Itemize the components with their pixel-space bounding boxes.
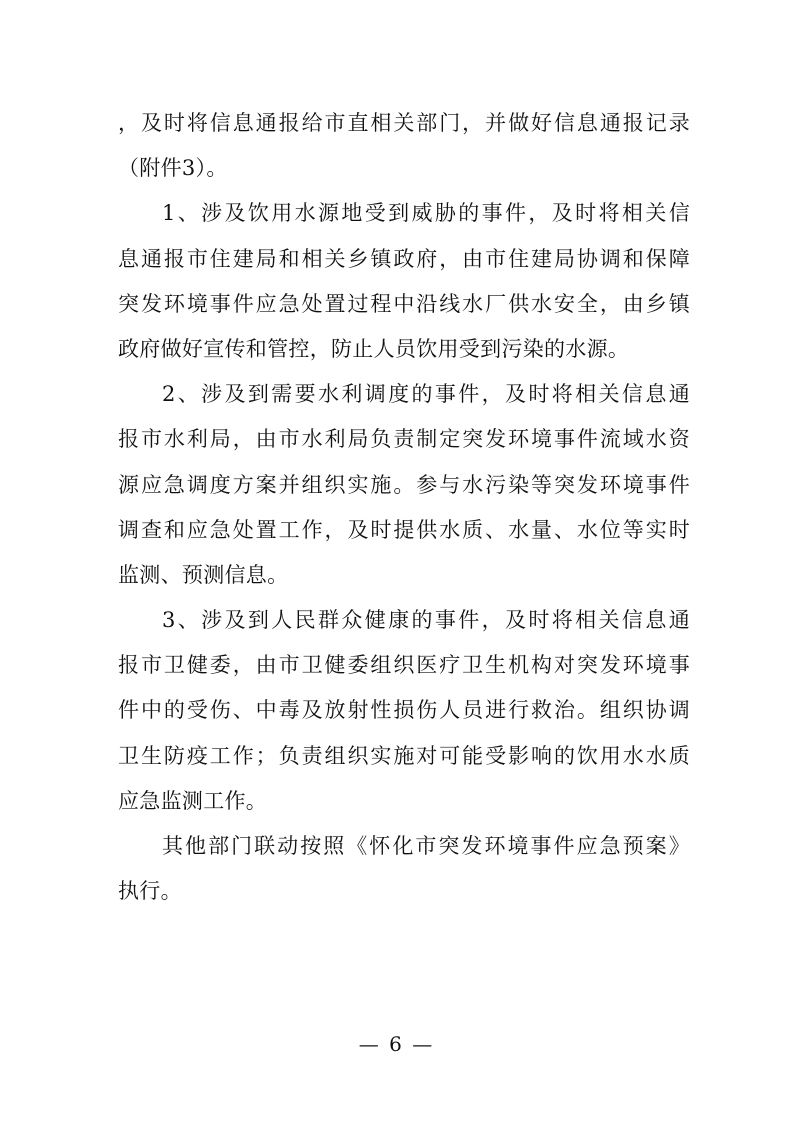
- text-line: 政府做好宣传和管控，防止人员饮用受到污染的水源。: [118, 336, 630, 361]
- text-line: 报市卫健委，由市卫健委组织医疗卫生机构对突发环境事: [118, 653, 690, 678]
- text-line: （附件3）。: [118, 156, 228, 181]
- text-line: 1、涉及饮用水源地受到威胁的事件，及时将相关信: [162, 201, 690, 226]
- other-departments-paragraph: [118, 824, 690, 914]
- text-line: 2、涉及到需要水利调度的事件，及时将相关信息通: [162, 382, 690, 407]
- text-line: 调查和应急处置工作，及时提供水质、水量、水位等实时: [118, 517, 690, 542]
- text-line: 息通报市住建局和相关乡镇政府，由市住建局协调和保障: [118, 246, 690, 271]
- item-3-paragraph: [118, 598, 690, 824]
- text-line: ，及时将信息通报给市直相关部门，并做好信息通报记录: [118, 111, 690, 135]
- item-2-paragraph: [118, 372, 690, 598]
- body-text: [118, 101, 690, 914]
- intro-paragraph: [118, 101, 690, 191]
- text-line: 件中的受伤、中毒及放射性损伤人员进行救治。组织协调: [118, 698, 690, 723]
- text-line: 应急监测工作。: [118, 788, 268, 813]
- text-line: 3、涉及到人民群众健康的事件，及时将相关信息通: [162, 608, 690, 633]
- text-line: 其他部门联动按照《怀化市突发环境事件应急预案》: [162, 834, 690, 858]
- page-number: — 6 —: [358, 1032, 435, 1056]
- text-line: 执行。: [118, 879, 182, 904]
- text-line: 源应急调度方案并组织实施。参与水污染等突发环境事件: [118, 472, 690, 497]
- text-line: 突发环境事件应急处置过程中沿线水厂供水安全，由乡镇: [118, 291, 690, 316]
- text-line: 报市水利局，由市水利局负责制定突发环境事件流域水资: [118, 427, 690, 452]
- text-line: 监测、预测信息。: [118, 562, 289, 587]
- text-line: 卫生防疫工作；负责组织实施对可能受影响的饮用水水质: [118, 743, 690, 768]
- item-1-paragraph: [118, 191, 690, 372]
